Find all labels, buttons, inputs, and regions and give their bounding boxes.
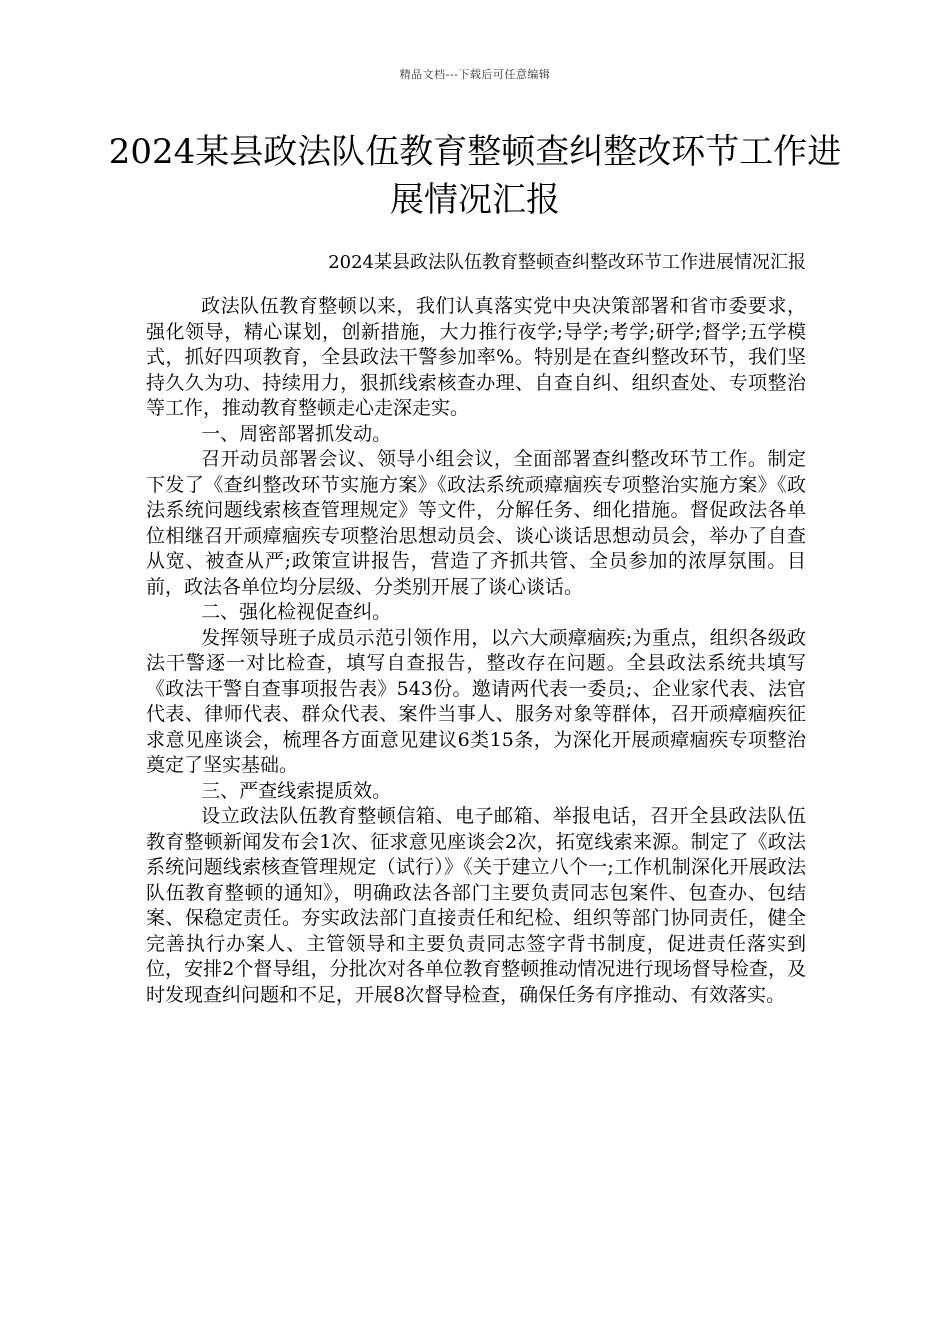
document-body	[146, 294, 806, 1008]
paragraph-section-2: 发挥领导班子成员示范引领作用，以六大顽瘴痼疾;为重点，组织各级政法干警逐一对比检查，填写自查报告，整改存在问题。全县政法系统共填写《政法干警自查事项报告表》543份。邀请两代表一委员;、企业家代表、法官代表、律师代表、群众代表、案件当事人、服务对象等群体，召开顽瘴痼疾征求意见座谈会，梳理各方面意见建议6类15条，为深化开展顽瘴痼疾专项整治奠定了坚实基础。	[146, 626, 806, 776]
section-heading-3: 三、严查线索提质效。	[201, 779, 392, 802]
section-heading-1: 一、周密部署抓发动。	[201, 422, 392, 445]
paragraph-section-1: 召开动员部署会议、领导小组会议，全面部署查纠整改环节工作。制定下发了《查纠整改环节实施方案》《政法系统顽瘴痼疾专项整治实施方案》《政法系统问题线索核查管理规定》等文件，分解任务、细化措施。督促政法各单位相继召开顽瘴痼疾专项整治思想动员会、谈心谈话思想动员会，举办了自查从宽、被查从严;政策宣讲报告，营造了齐抓共管、全员参加的浓厚氛围。目前，政法各单位均分层级、分类别开展了谈心谈话。	[146, 448, 806, 598]
document-subtitle: 2024某县政法队伍教育整顿查纠整改环节工作进展情况汇报	[328, 252, 806, 273]
paragraph-section-3: 设立政法队伍教育整顿信箱、电子邮箱、举报电话，召开全县政法队伍教育整顿新闻发布会1次、征求意见座谈会2次，拓宽线索来源。制定了《政法系统问题线索核查管理规定（试行）》《关于建立八个一;工作机制深化开展政法队伍教育整顿的通知》，明确政法各部门主要负责同志包案件、包查办、包结案、保稳定责任。夯实政法部门直接责任和纪检、组织等部门协同责任，健全完善执行办案人、主管领导和主要负责同志签字背书制度，促进责任落实到位，安排2个督导组，分批次对各单位教育整顿推动情况进行现场督导检查，及时发现查纠问题和不足，开展8次督导检查，确保任务有序推动、有效落实。	[146, 805, 806, 1006]
section-heading-2: 二、强化检视促查纠。	[201, 601, 392, 623]
page-header-note: 精品文档---下载后可任意编辑	[399, 68, 551, 81]
document-title: 2024某县政法队伍教育整顿查纠整改环节工作进展情况汇报	[108, 132, 842, 220]
paragraph-intro: 政法队伍教育整顿以来，我们认真落实党中央决策部署和省市委要求，强化领导，精心谋划，创新措施，大力推行夜学;导学;考学;研学;督学;五学模式，抓好四项教育，全县政法干警参加率%。特别是在查纠整改环节，我们坚持久久为功、持续用力，狠抓线索核查办理、自查自纠、组织查处、专项整治等工作，推动教育整顿走心走深走实。	[146, 295, 806, 419]
